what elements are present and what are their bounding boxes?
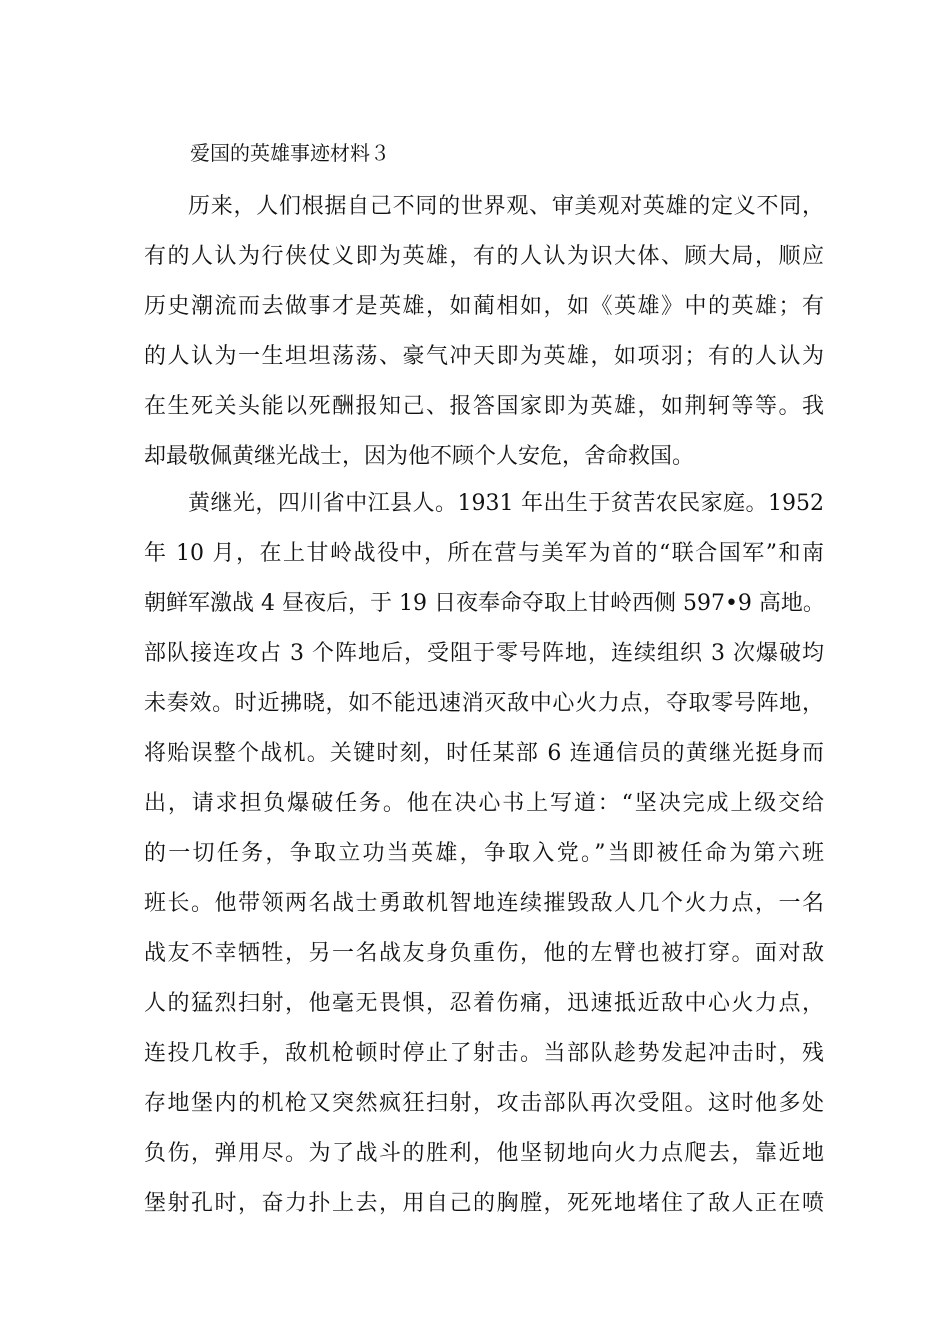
paragraph-line: 历史潮流而去做事才是英雄，如蔺相如，如《英雄》中的英雄；有 [144, 294, 824, 319]
paragraph-line: 班长。他带领两名战士勇敢机智地连续摧毁敌人几个火力点，一名 [144, 891, 824, 916]
paragraph-line: 的一切任务，争取立功当英雄，争取入党。”当即被任命为第六班 [144, 841, 824, 866]
paragraph-line: 将贻误整个战机。关键时刻，时任某部 6 连通信员的黄继光挺身而 [144, 741, 824, 766]
paragraph-line: 存地堡内的机枪又突然疯狂扫射，攻击部队再次受阻。这时他多处 [144, 1091, 824, 1116]
paragraph-line: 部队接连攻占 3 个阵地后，受阻于零号阵地，连续组织 3 次爆破均 [144, 641, 824, 666]
paragraph-line: 出，请求担负爆破任务。他在决心书上写道：“坚决完成上级交给 [144, 791, 824, 816]
paragraph-line: 有的人认为行侠仗义即为英雄，有的人认为识大体、顾大局，顺应 [144, 244, 824, 269]
paragraph-line: 朝鲜军激战 4 昼夜后，于 19 日夜奉命夺取上甘岭西侧 597•9 高地。 [144, 591, 825, 616]
paragraph-line: 负伤，弹用尽。为了战斗的胜利，他坚韧地向火力点爬去，靠近地 [144, 1141, 824, 1166]
document-title: 爱国的英雄事迹材料３ [190, 141, 390, 165]
paragraph-line: 堡射孔时，奋力扑上去，用自己的胸膛，死死地堵住了敌人正在喷 [144, 1191, 824, 1216]
paragraph-2 [144, 479, 824, 1229]
paragraph-line: 未奏效。时近拂晓，如不能迅速消灭敌中心火力点，夺取零号阵地， [144, 691, 824, 716]
paragraph-line: 黄继光，四川省中江县人。1931 年出生于贫苦农民家庭。1952 [188, 491, 824, 516]
paragraph-line: 人的猛烈扫射，他毫无畏惧，忍着伤痛，迅速抵近敌中心火力点， [144, 991, 824, 1016]
paragraph-line: 的人认为一生坦坦荡荡、豪气冲天即为英雄，如项羽；有的人认为 [144, 344, 824, 369]
paragraph-line: 却最敬佩黄继光战士，因为他不顾个人安危，舍命救国。 [144, 444, 695, 469]
paragraph-line: 年 10 月，在上甘岭战役中，所在营与美军为首的“联合国军”和南 [144, 541, 824, 566]
paragraph-1 [144, 182, 824, 482]
paragraph-line: 连投几枚手，敌机枪顿时停止了射击。当部队趁势发起冲击时，残 [144, 1041, 824, 1066]
paragraph-line: 在生死关头能以死酬报知己、报答国家即为英雄，如荆轲等等。我 [144, 394, 824, 419]
paragraph-line: 战友不幸牺牲，另一名战友身负重伤，他的左臂也被打穿。面对敌 [144, 941, 824, 966]
paragraph-line: 历来，人们根据自己不同的世界观、审美观对英雄的定义不同， [188, 194, 824, 219]
